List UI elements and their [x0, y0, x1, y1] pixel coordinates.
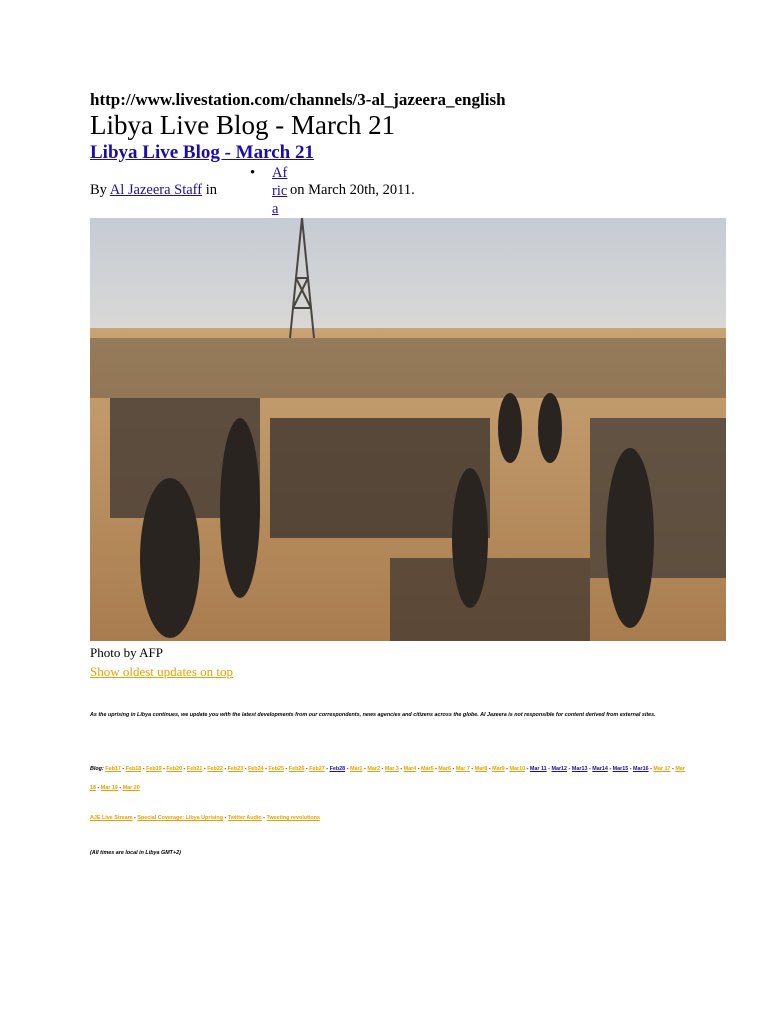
blog-date-link[interactable]: Mar 3 — [384, 766, 399, 772]
category-link[interactable]: Africa — [272, 165, 288, 217]
blog-date-link[interactable]: Feb28 — [329, 766, 346, 772]
bullet-icon: • — [250, 165, 256, 181]
blog-date-link[interactable]: Mar 17 — [653, 766, 671, 772]
blog-date-link[interactable]: Mar 19 — [100, 785, 118, 791]
blog-date-link[interactable]: Feb20 — [166, 766, 183, 772]
blog-date-link[interactable]: Feb26 — [288, 766, 305, 772]
byline-by: By — [90, 182, 107, 198]
byline-in: in — [205, 182, 217, 198]
blog-date-link[interactable]: Feb24 — [248, 766, 264, 772]
blog-date-link[interactable]: Feb17 — [105, 766, 121, 772]
blog-date-link[interactable]: Mar4 — [403, 766, 417, 772]
show-oldest-toggle[interactable]: Show oldest updates on top — [90, 664, 233, 679]
blog-date-link[interactable]: Feb27 — [309, 766, 325, 772]
blog-date-link[interactable]: Mar16 — [633, 766, 649, 772]
blog-date-link[interactable]: Mar 7 — [455, 766, 470, 772]
author-link[interactable]: Al Jazeera Staff — [109, 182, 203, 198]
source-url: http://www.livestation.com/channels/3-al_jazeera_english — [90, 90, 506, 109]
title-link[interactable]: Libya Live Blog - March 21 — [90, 142, 314, 163]
photo-caption: Photo by AFP — [90, 645, 163, 660]
blog-date-link[interactable]: Mar15 — [612, 766, 629, 772]
intro-text: As the uprising in Libya continues, we update you with the latest developments from our correspondents, news agencies and citizens across the globe. Al Jazeera is not responsible for content derived from external sites. — [90, 712, 656, 718]
aje-live-stream-link[interactable]: AJE Live Stream — [90, 815, 133, 821]
blog-date-link[interactable]: Mar8 — [474, 766, 488, 772]
blog-date-link[interactable]: Feb19 — [146, 766, 162, 772]
blog-archive-links — [90, 760, 690, 798]
source-links: AJE Live Stream - Special Coverage: Libya Uprising - Twitter Audio - Tweeting revolutions — [90, 815, 320, 821]
blog-date-link[interactable]: Mar2 — [367, 766, 380, 772]
blog-date-link[interactable]: Mar13 — [571, 766, 588, 772]
blog-date-links: Feb17 - Feb18 - Feb19 - Feb20 - Feb21 - Feb22 - Feb23 - Feb24 - Feb25 - Feb26 - Feb27 - Feb28 - Mar1 - Mar2 - Mar 3 - Mar4 - Mar5 - Mar6 - Mar 7 - Mar8 - Mar9 - Mar10 - Mar 11 - Mar12 - Mar13 - Mar14 - Mar15 - Mar16 - Mar 17 - Mar 18 - Mar 19 - Mar 20 — [90, 766, 685, 791]
blog-date-link[interactable]: Feb25 — [268, 766, 284, 772]
special-coverage-link[interactable]: Special Coverage: Libya Uprising — [137, 815, 224, 821]
post-date: on March 20th, 2011. — [290, 182, 415, 198]
blog-date-link[interactable]: Mar12 — [551, 766, 568, 772]
blog-date-link[interactable]: Mar5 — [421, 766, 434, 772]
blog-date-link[interactable]: Mar 11 — [529, 766, 547, 772]
news-photo — [90, 218, 726, 641]
page-title: Libya Live Blog - March 21 — [90, 110, 396, 140]
blog-date-link[interactable]: Feb22 — [207, 766, 223, 772]
blog-date-link[interactable]: Mar9 — [492, 766, 505, 772]
blog-label: Blog: — [90, 766, 104, 772]
blog-date-link[interactable]: Mar 18 — [90, 766, 685, 791]
blog-date-link[interactable]: Mar6 — [438, 766, 452, 772]
blog-date-link[interactable]: Feb23 — [227, 766, 244, 772]
blog-date-link[interactable]: Mar1 — [349, 766, 363, 772]
blog-date-link[interactable]: Mar 20 — [122, 785, 140, 791]
tweeting-revolutions-link[interactable]: Tweeting revolutions — [266, 815, 320, 821]
twitter-audio-link[interactable]: Twitter Audio — [227, 815, 262, 821]
timezone-note: (All times are local in Libya GMT+2) — [90, 850, 181, 856]
blog-date-link[interactable]: Mar10 — [509, 766, 526, 772]
blog-date-link[interactable]: Feb21 — [186, 766, 203, 772]
blog-date-link[interactable]: Mar14 — [592, 766, 608, 772]
blog-date-link[interactable]: Feb18 — [125, 766, 142, 772]
byline — [90, 182, 217, 199]
